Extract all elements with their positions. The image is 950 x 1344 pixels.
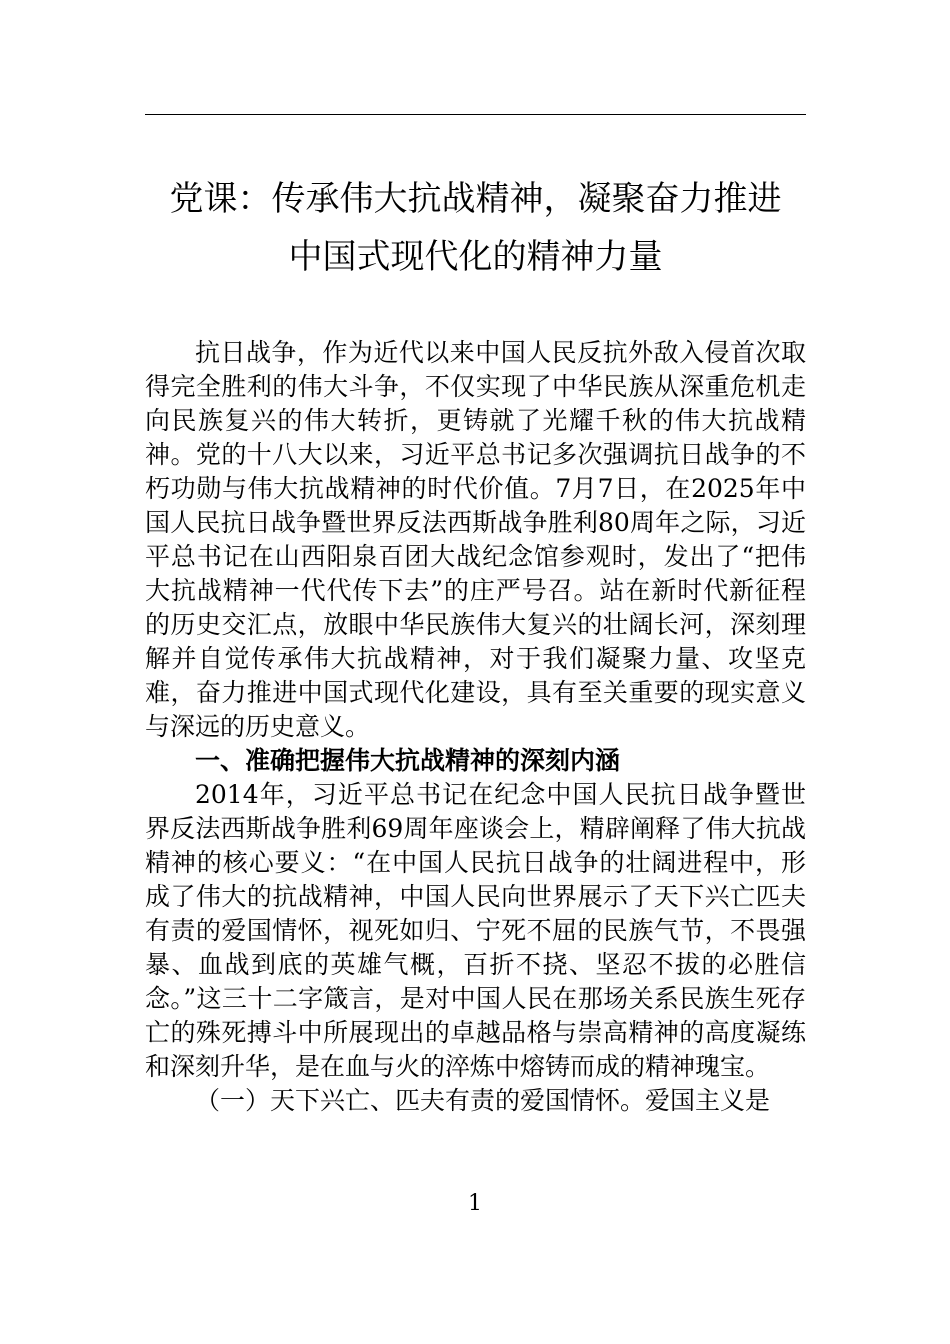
document-body (145, 336, 806, 1118)
document-title (145, 170, 806, 286)
subsection-1-start: （一）天下兴亡、匹夫有责的爱国情怀。爱国主义是 (195, 1086, 771, 1115)
page-number: 1 (468, 1191, 482, 1216)
header-rule (145, 114, 806, 115)
section-1-paragraph: 2014年，习近平总书记在纪念中国人民抗日战争暨世界反法西斯战争胜利69周年座谈会上，精辟阐释了伟大抗战精神的核心要义：“在中国人民抗日战争的壮阔进程中，形成了伟大的抗战精神，中国人民向世界展示了天下兴亡匹夫有责的爱国情怀，视死如归、宁死不屈的民族气节，不畏强暴、血战到底的英雄气概，百折不挠、坚忍不拔的必胜信念。”这三十二字箴言，是对中国人民在那场关系民族生死存亡的殊死搏斗中所展现出的卓越品格与崇高精神的高度凝练和深刻升华，是在血与火的淬炼中熔铸而成的精神瑰宝。 (145, 780, 806, 1081)
title-line-1: 党课：传承伟大抗战精神，凝聚奋力推进 (169, 179, 782, 219)
section-heading-1: 一、准确把握伟大抗战精神的深刻内涵 (195, 746, 621, 775)
title-line-2: 中国式现代化的精神力量 (288, 237, 663, 277)
intro-paragraph: 抗日战争，作为近代以来中国人民反抗外敌入侵首次取得完全胜利的伟大斗争，不仅实现了中华民族从深重危机走向民族复兴的伟大转折，更铸就了光耀千秋的伟大抗战精神。党的十八大以来，习近平总书记多次强调抗日战争的不朽功勋与伟大抗战精神的时代价值。7月7日，在2025年中国人民抗日战争暨世界反法西斯战争胜利80周年之际，习近平总书记在山西阳泉百团大战纪念馆参观时，发出了“把伟大抗战精神一代代传下去”的庄严号召。站在新时代新征程的历史交汇点，放眼中华民族伟大复兴的壮阔长河，深刻理解并自觉传承伟大抗战精神，对于我们凝聚力量、攻坚克难，奋力推进中国式现代化建设，具有至关重要的现实意义与深远的历史意义。 (145, 338, 806, 741)
